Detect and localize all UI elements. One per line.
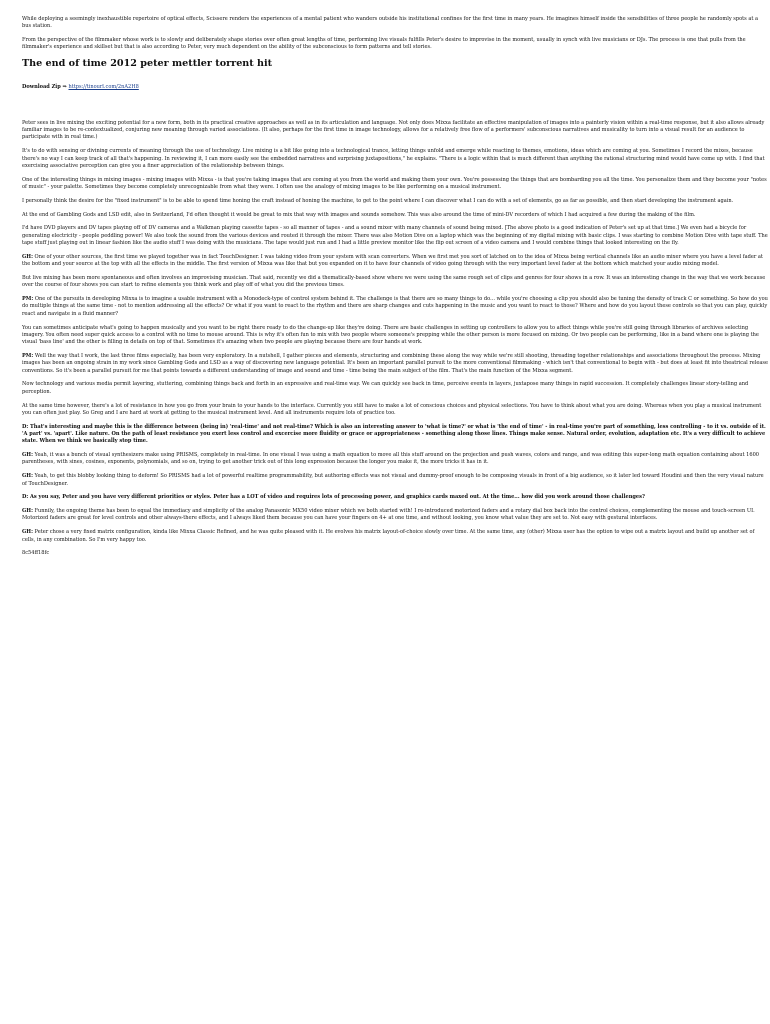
body-paragraph: You can sometimes anticipate what's going to happen musically and you want to be right there ready to do the change-up like they're doing. There are basic challenges in setting up controllers to allow you to affect things while you're still going through libraries of archives selecting imagery. You often need super quick access to a control with no time to mouse around. This is why it's often fun to mix with two people where someone's prepping while the other person is more focused on mixing. Or two people can be performing, like in a band where one is playing the visual 'bass line' and the other is filling in details on top of that. Sometimes it's amazing when two people are playing because there are four hands at work. xyxy=(22,324,759,346)
intro-section xyxy=(22,16,768,52)
interview-question: D: That's interesting and maybe this is the difference between (being in) 'real-time' and not real-time? Which is also an interesting answer to 'what is time?' or what is 'the end of time' - in real-time you're part of something, less controlling - to it vs. outside of it. 'A part' vs. 'apart'. Like nature. On the path of least resistance you exert less control and excercise more fluidity or grace or appropriateness - something along those lines. Things make sense. Natural order, evolution, adaptation etc. It's a very difficult to achieve state. When we think we basically stop time. xyxy=(22,423,766,445)
intro-paragraph: From the perspective of the filmmaker whose work is to slowly and deliberately shape stories over often great lengths of time, performing live visuals fulfills Peter's desire to improvise in the moment, usually in synch with live musicians or DJs. The process is one that pulls from the filmmaker's experience and skillset but that is also according to Peter, very much dependent on the ability of the subconscious to form patterns and tell stories. xyxy=(22,37,746,51)
answer-text: Peter chose a very fixed matrix configuration, kinda like Mixxa Classic Refined, and he was quite pleased with it. He evolves his matrix layout-of-choice slowly over time. At the same time, any (other) Mixxa user has the option to wipe out a matrix layout and build up another set of cells, in any combination. So I'm very happy too. xyxy=(22,529,755,543)
speaker-label: PM: xyxy=(22,296,34,303)
answer-text: One of your other sources, the first time we played together was in fact TouchDesigner. I was taking video from your system with scan converters. When we first met you sort of latched on to the idea of Mixxa being vertical channels like an audio mixer where you have a level fader at the bottom and your source at the top with all the effects in the middle. The first version of Mixxa was like that but you expanded on it to have four channels of video going through with the very important level fader at the bottom which matched your audio mixing model. xyxy=(22,253,763,268)
answer-text: Funnily, the ongoing theme has been to equal the immediacy and simplicity of the analog Panasonic MX50 video mixer which we both started with! I re-introduced motorized faders and a rotary dial box back into the control choices, complementing the mouse and touch-screen UI. Motorized faders are great for level controls and other always-there effects, and I always liked them because you can have your fingers on 4+ at one time, and without looking, you know what value they are set to. Not easy with gestural interfaces. xyxy=(22,508,755,522)
body-paragraph: Peter sees in live mixing the exciting potential for a new form, both in its practical creative approaches as well as in its articulation and language. Not only does Mixxa facilitate an effective manipulation of images into a painterly vision within a real-time response, but it also allows already familiar images to be re-contextualized, conjuring new meaning through varied associations. (It also, perhaps for the first time in image technology, allows for a relatively free flow of a performers' subconscious narratives and musicality to turn into a visual result for an audience to participate with in real time.) xyxy=(22,119,765,141)
interview-answer xyxy=(22,529,768,544)
body-paragraph: It's to do with sensing or divining currents of meaning through the use of technology. Live mixing is a bit like going into a technological trance, letting things unfold and emerge while reacting to themes, emotions, ideas which are coming at you. Sometimes I record the mixes, because there's no way I can keep track of all that's happening. In reviewing it, I can more easily see the embedded narratives and surprising juxtapositions," he explains. "There is a logic within that is much different than anything the rational structuring mind would have come up with. I find that exercising associative perception can give you a finer appreciation of the relationship between things. xyxy=(22,148,765,169)
speaker-label: GH: xyxy=(22,253,33,260)
speaker-label: GH: xyxy=(22,473,33,480)
body-paragraph: 8c54ff18fc xyxy=(22,550,50,557)
interview-answer xyxy=(22,254,768,269)
interview-answer xyxy=(22,452,768,467)
speaker-label: GH: xyxy=(22,452,33,459)
speaker-label: GH: xyxy=(22,508,33,515)
speaker-label: PM: xyxy=(22,352,34,359)
body-paragraph: I'd have DVD players and DV tapes playing off of DV cameras and a Walkman playing cassette tapes - so all manner of tapes - and a sound mixer with many channels of sound being mixed. [The above photo is a good indication of Peter's set up at that time.] We even had a bicycle for generating electricity - people peddling power! We also took the sound from the various devices and routed it through the mixer. There was also Motion Dive on a laptop which was the beginning of my digital mixing with basic clips. I was starting to combine Motion Dive with tape stuff. The tape stuff just playing out in linear fashion like the audio stuff I was doing with the musicians. The tape would just run and I had a little preview monitor like the flip out screen of a video camera and I would combine things that looked interesting on the fly. xyxy=(22,225,768,246)
page-title: The end of time 2012 peter mettler torrent hit xyxy=(22,58,273,70)
answer-text: Well the way that I work, the last three films especially, has been very exploratory. In a nutshell, I gather pieces and elements, structuring and combining these along the way while we're still shooting, threading together relationships and associations throughout the process. Mixing images has been an ongoing strain in my work since Gambling Gods and LSD as a way of discovering new language potential. It's been an important parallel pursuit to the more conventional filmmaking - which isn't that conventional to begin with - but does at least fit into theatrical release conventions. So it's been a parallel pursuit for me that points towards a different understanding of image and sound and time - time being the main subject of the film. That's the main function of the Mixxa segment. xyxy=(22,352,768,374)
answer-text: Yeah, it was a bunch of visual synthesizers make using PRISMS, completely in real-time. In one visual I was using a math equation to move all this stuff around on the projection and push waves, colors and range, and was editing this super-long math equation containing about 1600 parentheses, with sines, cosines, exponents, polynomials, and so on, trying to get another trick out of this long expression because the longer you make it, the more tricks it has in it. xyxy=(22,452,760,466)
interview-answer xyxy=(22,296,768,318)
answer-text: One of the pursuits in developing Mixxa is to imagine a usable instrument with a Monodeck-type of control system behind it. The challenge is that there are so many things to do... while you're choosing a clip you should also be tuning the density of track C or something. So how do you do multiple things at the same time - not to mention addressing all the effects? Or what if you want to react to the rhythm and there are sharp changes and cuts happening in the music and you want to react to those? Where and how do you layout these controls so that you can play, quickly react and navigate in a fluid manner? xyxy=(22,296,768,317)
download-separator: ⇒ xyxy=(60,83,69,90)
body-paragraph: Now technology and various media permit layering, stuttering, combining things back and forth in an expressive and real-time way. We can quickly see back in time, perceive events in layers, juxtapose many things in rapid succession. It completely challenges linear story-telling and perception. xyxy=(22,381,749,395)
body-paragraph: I personally think the desire for the "fixed instrument" is to be able to spend time honing the craft instead of honing the machine, to get to the point where I can discover what I can do with a set of elements, go as far as possible, and then start developing the instrument again. xyxy=(22,197,734,204)
speaker-label: GH: xyxy=(22,529,33,536)
article-body xyxy=(22,120,768,558)
interview-question: D: As you say, Peter and you have very different priorities or styles. Peter has a LOT of video and requires lots of processing power, and graphics cards maxed out. At the time... how did you work around those challenges? xyxy=(22,494,645,501)
download-link[interactable]: https://tinourl.com/2nA2H8 xyxy=(68,83,139,90)
intro-paragraph: While deploying a seemingly inexhaustible repertoire of optical effects, Scissere renders the experiences of a mental patient who wanders outside his institutional confines for the first time in many years. He imagines himself inside the sensibilities of three people he randomly spots at a bus station. xyxy=(22,16,759,30)
download-label: Download Zip xyxy=(22,83,61,90)
body-paragraph: One of the interesting things in mixing images - mixing images with Mixxa - is that you're taking images that are coming at you from the world and making them your own. You're possessing the things that are bombarding you all the time. You personalize them and they become your "notes of music" - your palette. Sometimes they become completely unrecognizable from what they were. I often use the analogy of mixing images to be like performing on a musical instrument. xyxy=(22,176,767,190)
interview-answer xyxy=(22,508,768,523)
body-paragraph: But live mixing has been more spontaneous and often involves an improvising musician. That said, recently we did a thematically-based show where we were using the same rough set of clips and genres for four shows in a row. It was an interesting change in the way that we work because over the course of four shows you can start to refine elements you think work and play off of what you did the previous times. xyxy=(22,274,766,289)
interview-answer xyxy=(22,473,768,488)
body-paragraph: At the end of Gambling Gods and LSD edit, also in Switzerland, I'd often thought it would be great to mix that way with images and sounds somehow. This was also around the time of mini-DV recorders of which I had acquired a few during the making of the film. xyxy=(22,211,696,218)
body-paragraph: At the same time however, there's a lot of resistance in how you go from your brain to your hands to the interface. Currently you still have to make a lot of conscious choices and physical selections. You have to think about what you are doing. Whereas when you play a musical instrument you can often just play. So Greg and I are hard at work at getting to the musical instrument level. And all instruments require lots of practice too. xyxy=(22,402,762,416)
answer-text: Yeah, to get this blobby looking thing to deform! So PRISMS had a lot of powerful realtime programmability, but authoring effects was not visual and dummy-proof enough to be composing visuals in front of a big audience, so it later led toward Houdini and then the very visual nature of TouchDesigner. xyxy=(22,473,764,487)
interview-answer xyxy=(22,353,768,375)
download-line xyxy=(22,84,768,90)
